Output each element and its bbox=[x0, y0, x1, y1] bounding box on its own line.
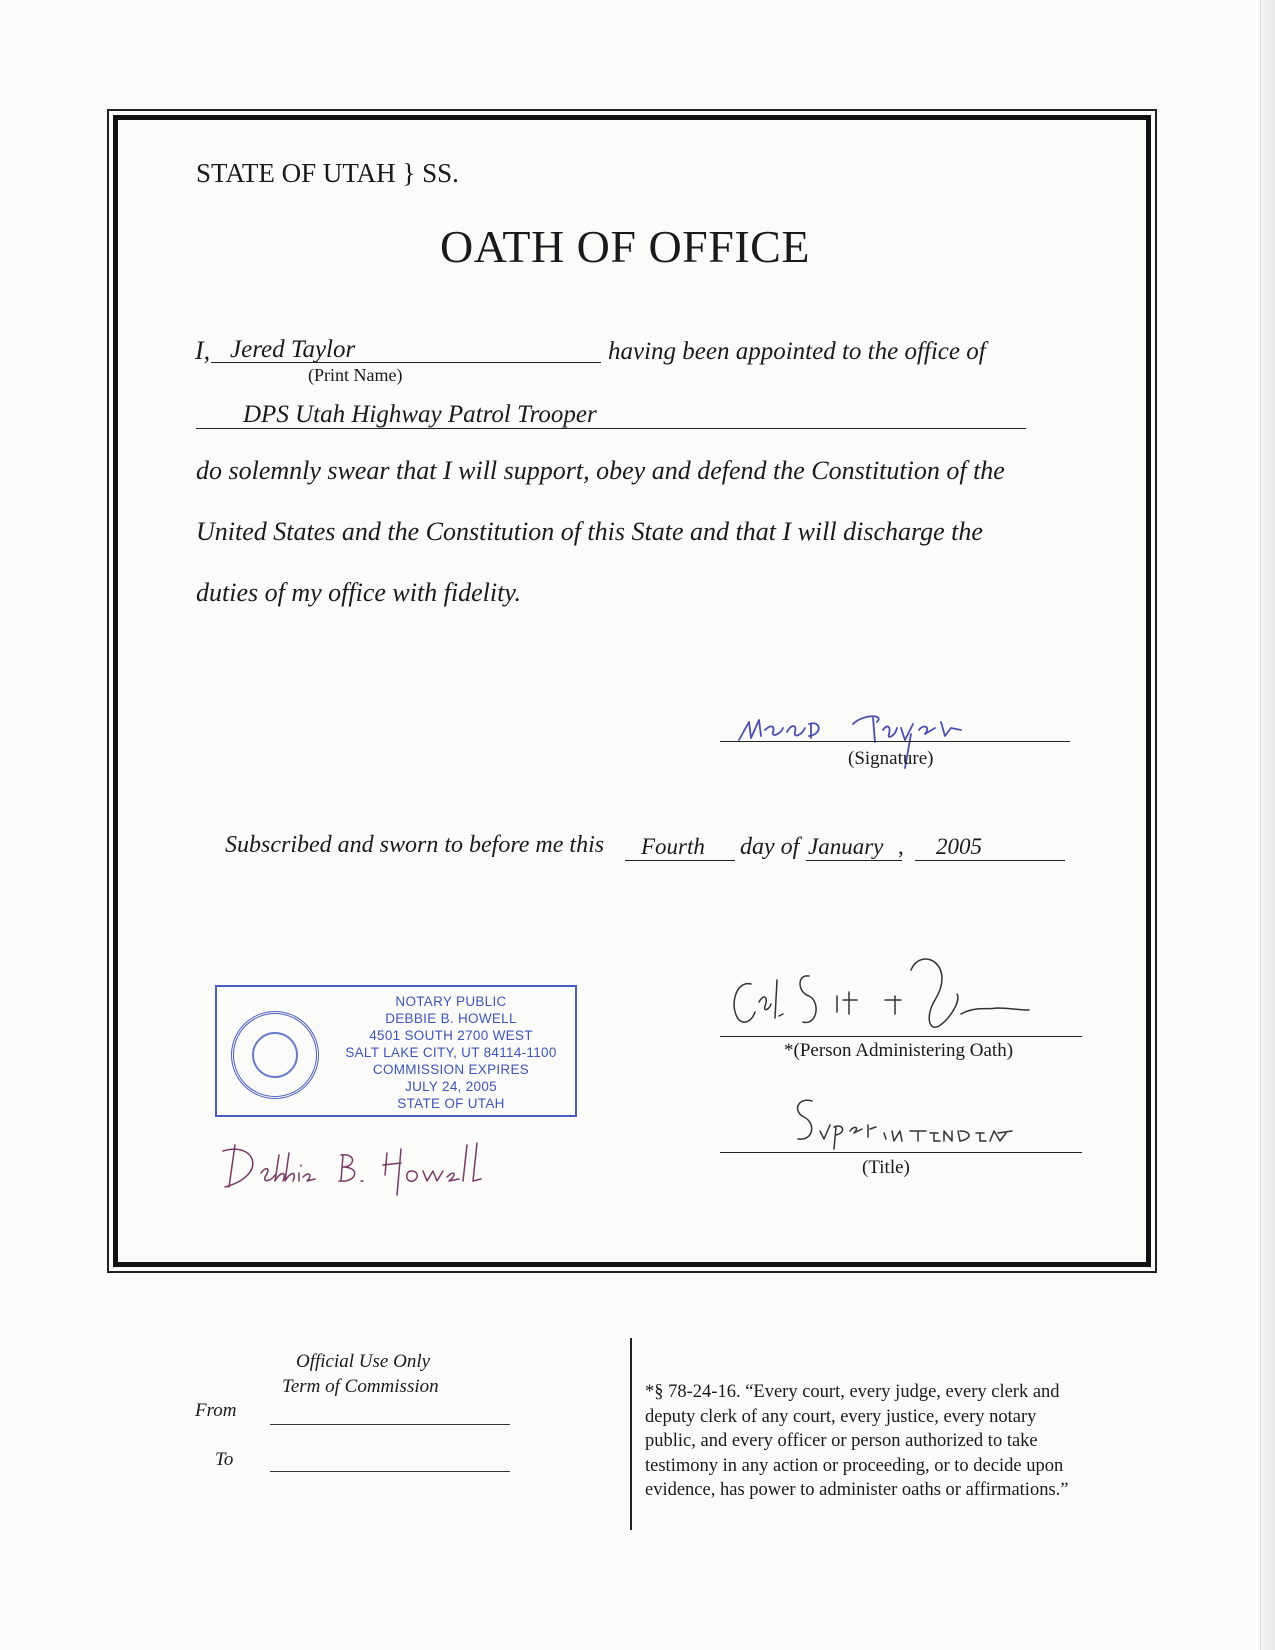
oath-text-line-2: United States and the Constitution of this State and that I will discharge the bbox=[196, 517, 983, 546]
administrator-underline bbox=[720, 1036, 1082, 1037]
print-name-label: (Print Name) bbox=[308, 365, 403, 385]
notary-stamp-text bbox=[329, 993, 573, 1112]
sworn-year: 2005 bbox=[936, 834, 982, 859]
printed-name: Jered Taylor bbox=[230, 336, 356, 363]
term-label: Term of Commission bbox=[282, 1376, 439, 1397]
sworn-text: Subscribed and sworn to before me this bbox=[225, 832, 605, 858]
notary-signature bbox=[215, 1135, 515, 1205]
to-field[interactable] bbox=[270, 1471, 510, 1472]
i-label: I, bbox=[195, 336, 211, 365]
stamp-line: DEBBIE B. HOWELL bbox=[385, 1011, 517, 1026]
title-underline bbox=[720, 1152, 1082, 1153]
sworn-day: Fourth bbox=[641, 834, 705, 859]
day-of-text: day of bbox=[740, 834, 800, 860]
administrator-label: *(Person Administering Oath) bbox=[784, 1040, 1014, 1061]
stamp-line: 4501 SOUTH 2700 WEST bbox=[369, 1028, 533, 1043]
stamp-line: JULY 24, 2005 bbox=[405, 1079, 497, 1094]
signature-underline bbox=[720, 741, 1070, 742]
title-handwriting bbox=[780, 1095, 1020, 1155]
document-title: OATH OF OFFICE bbox=[440, 221, 810, 272]
to-label: To bbox=[215, 1449, 234, 1470]
page-edge bbox=[1260, 0, 1275, 1650]
notary-stamp bbox=[215, 985, 577, 1117]
footer-divider bbox=[630, 1338, 632, 1530]
statute-line: *§ 78-24-16. “Every court, every judge, every clerk and bbox=[645, 1382, 1060, 1402]
from-label: From bbox=[195, 1400, 237, 1421]
statute-line: evidence, has power to administer oaths or affirmations.” bbox=[645, 1480, 1069, 1500]
official-use-label: Official Use Only bbox=[296, 1351, 431, 1372]
month-underline bbox=[806, 860, 902, 861]
appointment-text: having been appointed to the office of bbox=[608, 338, 986, 365]
statute-line: public, and every officer or person authorized to take bbox=[645, 1431, 1038, 1451]
state-seal-icon bbox=[231, 1011, 319, 1099]
statute-note bbox=[645, 1380, 1125, 1503]
administrator-signature bbox=[725, 940, 1045, 1040]
stamp-line: NOTARY PUBLIC bbox=[395, 994, 507, 1009]
stamp-line: STATE OF UTAH bbox=[397, 1096, 505, 1111]
oath-text-line-1: do solemnly swear that I will support, obey and defend the Constitution of the bbox=[196, 456, 1005, 485]
title-label: (Title) bbox=[862, 1157, 910, 1178]
day-underline bbox=[625, 860, 735, 861]
from-field[interactable] bbox=[270, 1424, 510, 1425]
stamp-line: COMMISSION EXPIRES bbox=[372, 1062, 530, 1077]
statute-line: testimony in any action or proceeding, or to decide upon bbox=[645, 1455, 1064, 1476]
date-comma: , bbox=[898, 834, 904, 859]
sworn-month: January bbox=[808, 834, 884, 859]
office-title: DPS Utah Highway Patrol Trooper bbox=[243, 401, 597, 428]
oath-text-line-3: duties of my office with fidelity. bbox=[196, 578, 521, 607]
state-heading: STATE OF UTAH } SS. bbox=[196, 158, 459, 188]
stamp-line: SALT LAKE CITY, UT 84114-1100 bbox=[345, 1045, 557, 1060]
signature-label: (Signature) bbox=[848, 748, 934, 769]
statute-line: deputy clerk of any court, every justice, every notary bbox=[645, 1406, 1037, 1427]
year-underline bbox=[915, 860, 1065, 861]
